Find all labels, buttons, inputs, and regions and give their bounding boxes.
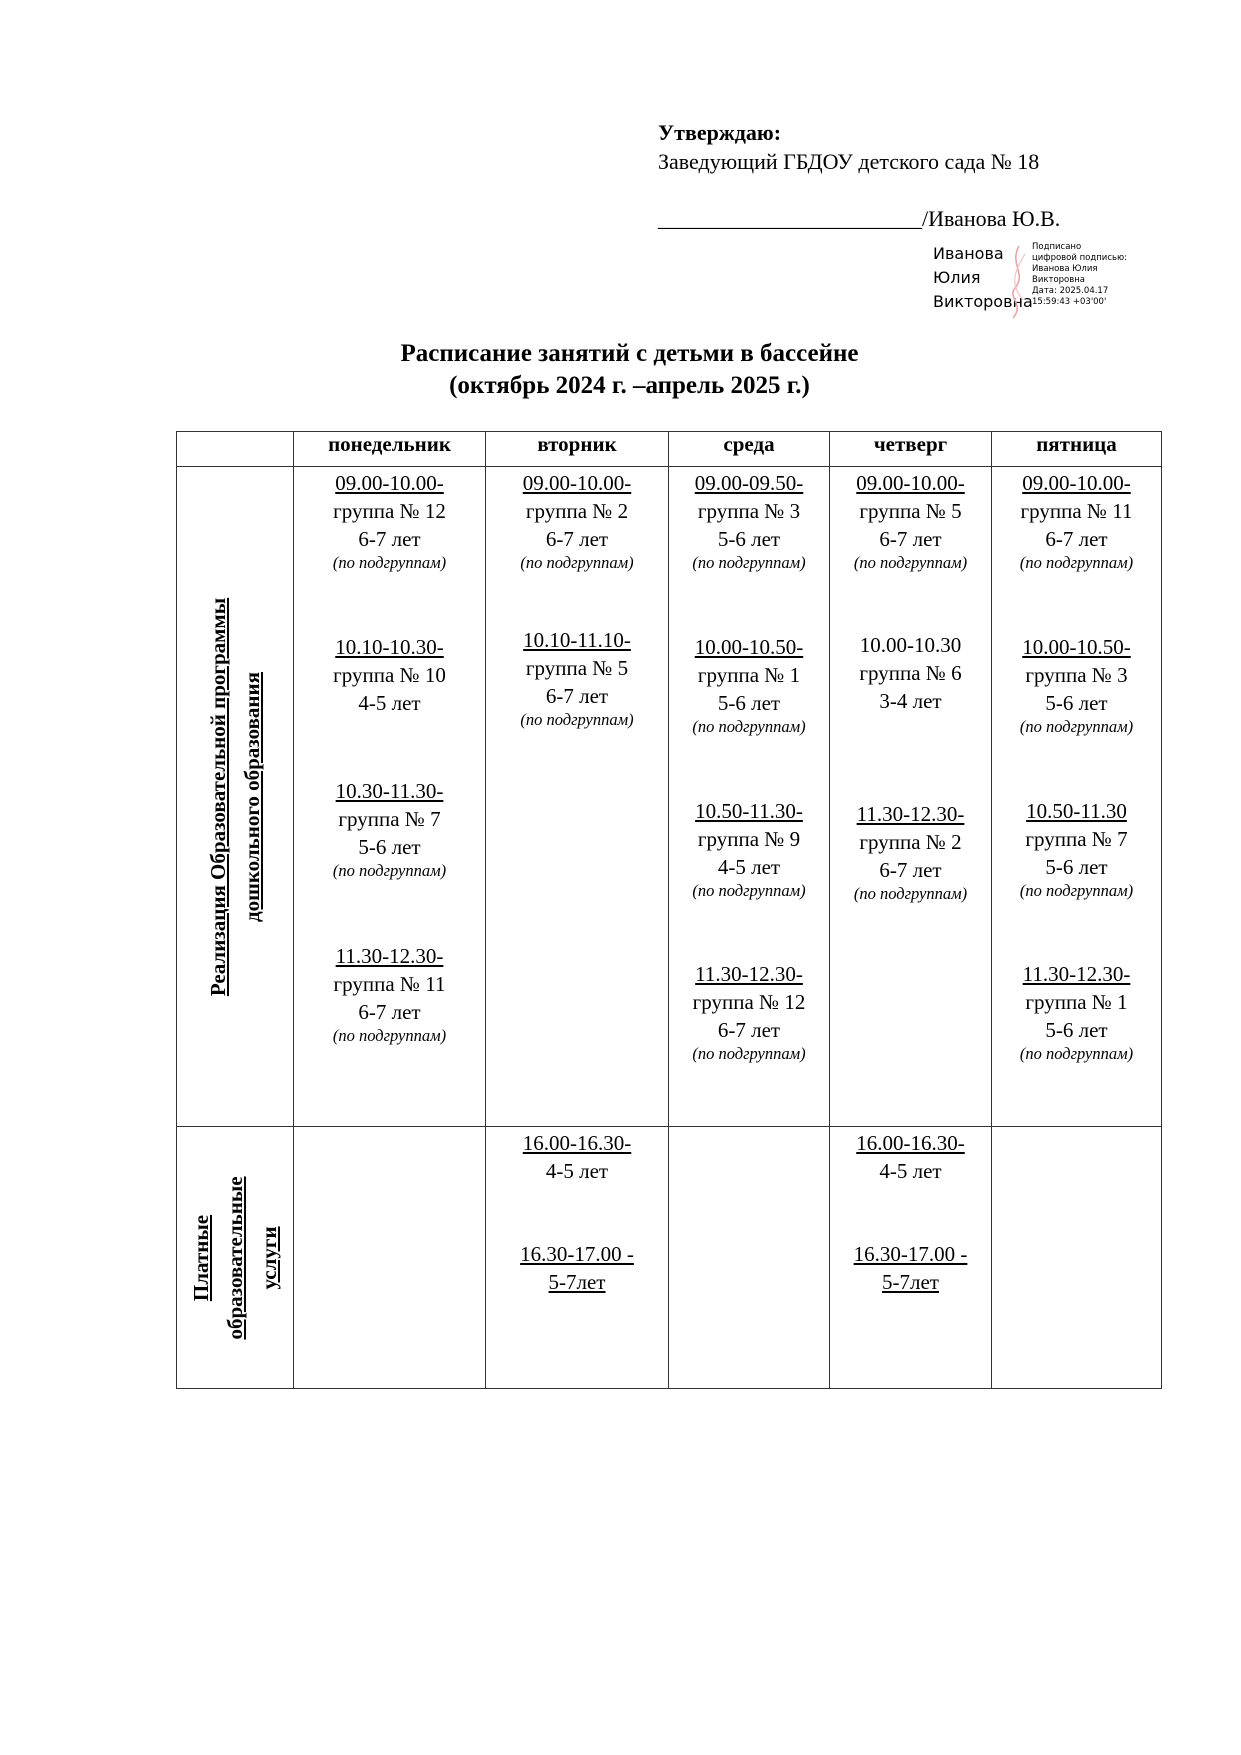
slot-note: (по подгруппам) (332, 861, 447, 880)
signature-mark-icon (1005, 244, 1031, 320)
approval-heading: Утверждаю: (658, 120, 782, 145)
approval-signature-line: ________________________/Иванова Ю.В. (658, 206, 1061, 231)
schedule-slot (830, 1129, 991, 1185)
section-label-line: Реализация Образовательной программы (206, 597, 230, 996)
title-line-2: (октябрь 2024 г. –апрель 2025 г.) (449, 372, 810, 399)
schedule-table (176, 431, 1162, 1389)
header-day-wednesday: среда (669, 432, 830, 467)
header-day-friday: пятница (992, 432, 1162, 467)
slot-group: группа № 12 (692, 990, 806, 1014)
schedule-slot (992, 960, 1161, 1064)
schedule-slot (669, 469, 829, 573)
slot-note: (по подгруппам) (1019, 717, 1134, 736)
slot-age: 5-6 лет (1045, 855, 1108, 879)
schedule-slot (830, 631, 991, 715)
schedule-slot (294, 942, 485, 1046)
cell-thursday-program (830, 467, 992, 1127)
slot-note: (по подгруппам) (853, 553, 968, 572)
slot-age: 5-6 лет (717, 691, 781, 715)
slot-note: (по подгруппам) (692, 881, 806, 900)
slot-group: группа № 2 (525, 499, 629, 523)
section-label-line: дошкольного образования (240, 671, 264, 922)
slot-age: 6-7 лет (545, 684, 609, 708)
slot-time: 09.00-10.00- (522, 471, 632, 495)
schedule-slot (294, 469, 485, 573)
slot-time: 09.00-10.00- (335, 471, 444, 495)
stamp-info-line: Викторовна (1032, 275, 1086, 285)
slot-note: (по подгруппам) (692, 717, 806, 736)
header-day-monday: понедельник (294, 432, 486, 467)
table-row-paid-services (177, 1127, 1162, 1389)
slot-time: 09.00-10.00- (1022, 471, 1131, 495)
slot-age: 3-4 лет (879, 689, 942, 713)
slot-age: 4-5 лет (879, 1159, 942, 1183)
cell-monday-paid (294, 1127, 486, 1389)
slot-age: 4-5 лет (358, 691, 421, 715)
slot-time: 10.00-10.50- (694, 635, 804, 659)
cell-thursday-paid (830, 1127, 992, 1389)
cell-friday-program (992, 467, 1162, 1127)
slot-time: 09.00-10.00- (856, 471, 965, 495)
slot-note: (по подгруппам) (520, 710, 634, 729)
slot-note: (по подгруппам) (1019, 881, 1134, 900)
slot-age: 6-7 лет (358, 527, 421, 551)
schedule-slot (486, 1129, 668, 1185)
cell-tuesday-paid (486, 1127, 669, 1389)
slot-time: 16.00-16.30- (522, 1131, 632, 1155)
slot-group: группа № 2 (859, 830, 962, 854)
header-corner-cell (177, 432, 294, 467)
slot-time: 10.00-10.50- (1022, 635, 1131, 659)
slot-time: 11.30-12.30- (335, 944, 444, 968)
slot-age: 4-5 лет (717, 855, 781, 879)
slot-time: 09.00-09.50- (694, 471, 804, 495)
slot-time: 11.30-12.30- (1022, 962, 1131, 986)
slot-time: 10.50-11.30 (1026, 799, 1127, 823)
slot-time: 10.10-10.30- (335, 635, 444, 659)
digital-signature-stamp (933, 242, 1143, 322)
schedule-slot (992, 469, 1161, 573)
slot-group: группа № 7 (338, 807, 441, 831)
header-day-tuesday: вторник (486, 432, 669, 467)
slot-group: группа № 3 (697, 499, 801, 523)
slot-age: 5-6 лет (1045, 691, 1108, 715)
slot-age: 4-5 лет (545, 1159, 609, 1183)
slot-note: (по подгруппам) (1019, 1044, 1134, 1063)
section-label-paid-services (177, 1127, 294, 1389)
stamp-info-line: 15:59:43 +03'00' (1032, 297, 1107, 307)
schedule-slot (294, 633, 485, 717)
slot-group: группа № 1 (697, 663, 801, 687)
stamp-info-line: Дата: 2025.04.17 (1032, 286, 1109, 296)
slot-note: (по подгруппам) (520, 553, 634, 572)
slot-age: 6-7 лет (879, 527, 942, 551)
cell-tuesday-program (486, 467, 669, 1127)
slot-age: 5-6 лет (717, 527, 781, 551)
slot-time: 16.00-16.30- (856, 1131, 965, 1155)
cell-wednesday-paid (669, 1127, 830, 1389)
slot-time: 10.10-11.10- (523, 628, 631, 652)
slot-group: группа № 9 (697, 827, 801, 851)
stamp-info-line: цифровой подписью: (1032, 253, 1128, 263)
slot-time: 10.00-10.30 (859, 633, 962, 657)
stamp-name-line: Викторовна (933, 292, 1033, 311)
slot-age: 6-7 лет (879, 858, 942, 882)
slot-age: 5-6 лет (358, 835, 421, 859)
schedule-slot (486, 626, 668, 730)
stamp-info-line: Иванова Юлия (1032, 264, 1098, 274)
cell-wednesday-program (669, 467, 830, 1127)
schedule-slot (294, 777, 485, 881)
slot-group: группа № 10 (333, 663, 446, 687)
slot-time: 16.30-17.00 - (853, 1242, 968, 1266)
stamp-name-line: Иванова (933, 244, 1004, 263)
stamp-name-line: Юлия (933, 268, 981, 287)
table-header-row (177, 432, 1162, 467)
title-line-1: Расписание занятий с детьми в бассейне (400, 340, 859, 367)
slot-age: 6-7 лет (358, 1000, 421, 1024)
slot-group: группа № 1 (1025, 990, 1128, 1014)
schedule-slot (486, 469, 668, 573)
slot-time: 16.30-17.00 - (520, 1242, 634, 1266)
slot-group: группа № 5 (525, 656, 629, 680)
schedule-slot (992, 797, 1161, 901)
schedule-slot (992, 633, 1161, 737)
schedule-slot (830, 1240, 991, 1296)
schedule-slot (830, 469, 991, 573)
section-label-line: Платные (189, 1214, 213, 1301)
slot-age: 5-7лет (882, 1270, 939, 1294)
schedule-slot (486, 1240, 668, 1296)
section-label-educational-program (177, 467, 294, 1127)
slot-time: 11.30-12.30- (856, 802, 965, 826)
slot-age: 5-7лет (548, 1270, 606, 1294)
section-label-line: образовательные (223, 1175, 247, 1340)
slot-group: группа № 11 (333, 972, 446, 996)
stamp-info-line: Подписано (1032, 242, 1082, 252)
slot-age: 6-7 лет (545, 527, 609, 551)
schedule-slot (669, 960, 829, 1064)
slot-group: группа № 11 (1020, 499, 1133, 523)
slot-time: 11.30-12.30- (695, 962, 803, 986)
slot-group: группа № 5 (859, 499, 962, 523)
slot-age: 5-6 лет (1045, 1018, 1108, 1042)
schedule-slot (669, 797, 829, 901)
approval-block (658, 118, 1060, 233)
approval-position: Заведующий ГБДОУ детского сада № 18 (658, 149, 1040, 174)
slot-group: группа № 7 (1025, 827, 1128, 851)
slot-group: группа № 12 (333, 499, 446, 523)
slot-note: (по подгруппам) (853, 884, 968, 903)
section-label-line: услуги (257, 1225, 281, 1290)
page-title (0, 338, 1241, 402)
slot-time: 10.50-11.30- (695, 799, 803, 823)
slot-note: (по подгруппам) (1019, 553, 1134, 572)
schedule-slot (830, 800, 991, 904)
slot-group: группа № 3 (1025, 663, 1128, 687)
slot-note: (по подгруппам) (692, 553, 806, 572)
section-label-text (184, 1176, 286, 1339)
slot-time: 10.30-11.30- (335, 779, 444, 803)
slot-age: 6-7 лет (1045, 527, 1108, 551)
section-label-text (201, 597, 269, 995)
slot-age: 6-7 лет (717, 1018, 781, 1042)
schedule-slot (669, 633, 829, 737)
table-row-educational-program (177, 467, 1162, 1127)
stamp-info (1032, 242, 1144, 308)
slot-note: (по подгруппам) (692, 1044, 806, 1063)
header-day-thursday: четверг (830, 432, 992, 467)
slot-note: (по подгруппам) (332, 1026, 447, 1045)
cell-friday-paid (992, 1127, 1162, 1389)
slot-note: (по подгруппам) (332, 553, 447, 572)
slot-group: группа № 6 (859, 661, 962, 685)
cell-monday-program (294, 467, 486, 1127)
